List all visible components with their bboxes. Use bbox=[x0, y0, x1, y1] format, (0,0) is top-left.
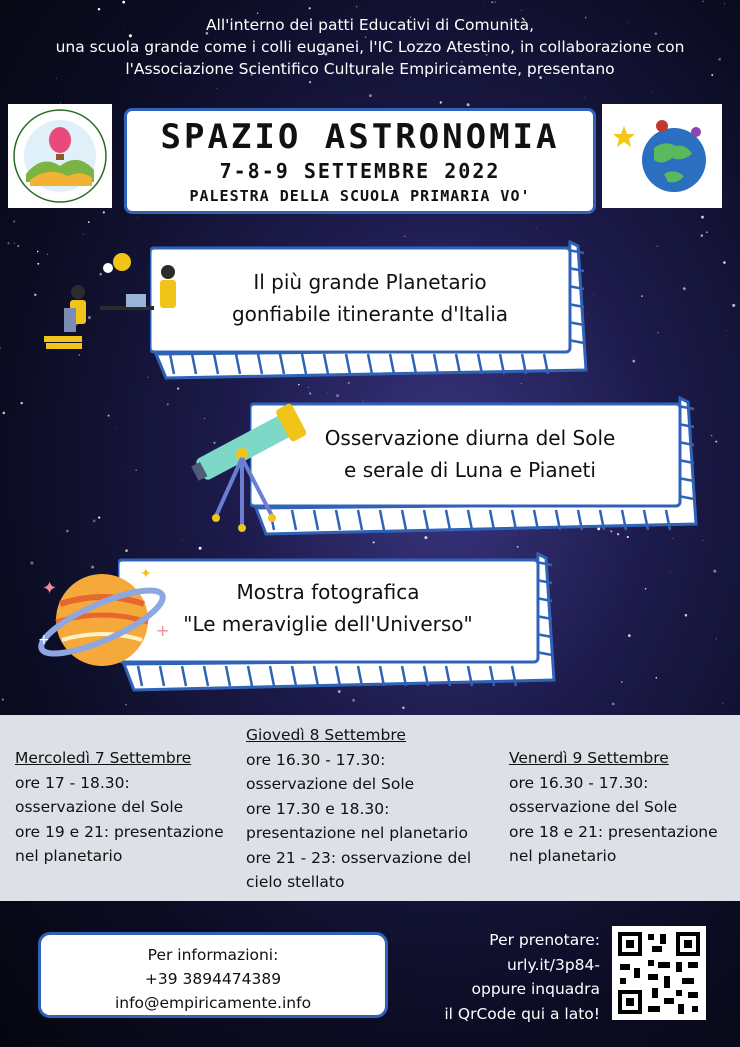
star bbox=[167, 403, 169, 405]
event-title-box bbox=[124, 108, 596, 214]
star bbox=[658, 332, 660, 334]
star bbox=[722, 703, 723, 704]
day-title: Venerdì 9 Settembre bbox=[509, 749, 669, 767]
intro-line: una scuola grande come i colli euganei, l'IC Lozzo Atestino, in collaborazione con bbox=[55, 38, 685, 56]
star bbox=[122, 1, 125, 4]
star bbox=[309, 81, 311, 83]
feature-banner-observation bbox=[250, 396, 700, 536]
star bbox=[621, 681, 623, 683]
star bbox=[627, 536, 629, 538]
feature-banner-exhibition bbox=[118, 552, 558, 692]
booking-line: il QrCode qui a lato! bbox=[444, 1004, 600, 1023]
star bbox=[651, 92, 652, 93]
schedule-day-fri bbox=[509, 746, 718, 869]
star bbox=[30, 561, 33, 564]
star bbox=[732, 304, 735, 307]
person-laptop-icon bbox=[40, 246, 190, 358]
star bbox=[182, 539, 183, 540]
star bbox=[369, 94, 372, 97]
star bbox=[495, 2, 496, 3]
schedule-line: osservazione del Sole bbox=[509, 798, 678, 816]
star bbox=[670, 572, 671, 573]
day-title: Mercoledì 7 Settembre bbox=[15, 749, 192, 767]
star bbox=[13, 220, 15, 222]
star bbox=[177, 387, 179, 389]
star bbox=[37, 251, 39, 253]
schedule-line: nel planetario bbox=[509, 847, 617, 865]
feature-line: Osservazione diurna del Sole bbox=[324, 426, 616, 450]
school-logo bbox=[8, 104, 112, 208]
star bbox=[308, 387, 309, 388]
star bbox=[458, 102, 459, 103]
star bbox=[328, 393, 329, 394]
booking-link[interactable]: urly.it/3p84- bbox=[506, 955, 600, 974]
day-title: Giovedì 8 Settembre bbox=[246, 726, 406, 744]
star bbox=[309, 7, 311, 9]
star bbox=[724, 3, 725, 4]
intro-line: All'interno dei patti Educativi di Comunità, bbox=[205, 16, 535, 34]
schedule-line: cielo stellato bbox=[246, 873, 345, 891]
star bbox=[138, 217, 139, 218]
star bbox=[467, 103, 470, 106]
star bbox=[115, 427, 116, 428]
star bbox=[491, 1, 493, 3]
star bbox=[484, 5, 485, 6]
svg-text:+: + bbox=[156, 621, 170, 640]
star bbox=[7, 242, 9, 244]
star bbox=[656, 677, 658, 679]
feature-line: Mostra fotografica bbox=[236, 580, 420, 604]
star bbox=[373, 541, 375, 543]
svg-text:+: + bbox=[38, 632, 50, 648]
booking-line: Per prenotare: bbox=[489, 931, 600, 949]
event-dates: 7-8-9 SETTEMBRE 2022 bbox=[219, 159, 501, 183]
star bbox=[641, 295, 643, 297]
contact-phone[interactable]: +39 3894474389 bbox=[144, 970, 282, 988]
qr-code[interactable] bbox=[612, 926, 706, 1020]
feature-line: e serale di Luna e Pianeti bbox=[344, 458, 596, 482]
star bbox=[683, 287, 686, 290]
schedule-line: ore 16.30 - 17.30: bbox=[509, 773, 649, 792]
star bbox=[612, 703, 615, 706]
schedule-line: ore 18 e 21: presentazione bbox=[509, 822, 718, 841]
schedule-line: ore 21 - 23: osservazione del bbox=[246, 848, 472, 867]
star bbox=[723, 261, 725, 263]
star bbox=[716, 638, 717, 639]
feature-line: Il più grande Planetario bbox=[253, 270, 487, 294]
globe-icon bbox=[602, 104, 722, 208]
star bbox=[404, 236, 405, 237]
star bbox=[352, 699, 355, 702]
schedule-panel bbox=[0, 715, 740, 901]
schedule-line: ore 17.30 e 18.30: bbox=[246, 799, 390, 818]
star bbox=[125, 704, 127, 706]
feature-line: "Le meraviglie dell'Universo" bbox=[183, 612, 473, 636]
star bbox=[14, 243, 15, 244]
event-venue: PALESTRA DELLA SCUOLA PRIMARIA VO' bbox=[189, 187, 531, 205]
star bbox=[348, 382, 350, 384]
svg-text:✦: ✦ bbox=[140, 566, 152, 582]
star bbox=[147, 377, 148, 378]
star bbox=[593, 294, 594, 295]
star bbox=[424, 536, 427, 539]
star bbox=[711, 435, 712, 436]
telescope-icon bbox=[186, 392, 316, 538]
star bbox=[710, 367, 711, 368]
star bbox=[701, 234, 703, 236]
star bbox=[657, 246, 658, 247]
star bbox=[66, 530, 69, 533]
feature-line: gonfiabile itinerante d'Italia bbox=[231, 302, 509, 326]
star bbox=[199, 547, 202, 550]
star bbox=[706, 231, 708, 233]
booking-line: oppure inquadra bbox=[471, 980, 600, 998]
schedule-line: ore 17 - 18.30: bbox=[15, 773, 130, 792]
schedule-day-wed bbox=[15, 746, 224, 869]
feature-text bbox=[128, 576, 528, 640]
star bbox=[702, 1, 703, 2]
star bbox=[20, 402, 22, 404]
star bbox=[136, 470, 137, 471]
star bbox=[701, 216, 704, 219]
feature-text bbox=[270, 422, 670, 486]
intro-line: l'Associazione Scientifico Culturale Empiricamente, presentano bbox=[125, 60, 615, 78]
star bbox=[517, 546, 519, 548]
contact-label: Per informazioni: bbox=[147, 946, 279, 964]
star bbox=[521, 383, 522, 384]
schedule-line: osservazione del Sole bbox=[15, 798, 184, 816]
star bbox=[3, 412, 6, 415]
star bbox=[103, 211, 105, 213]
contact-info-box bbox=[38, 932, 388, 1018]
svg-text:✦: ✦ bbox=[42, 578, 58, 599]
star bbox=[536, 228, 537, 229]
empiricamente-logo bbox=[602, 104, 722, 208]
star bbox=[645, 588, 647, 590]
star bbox=[628, 634, 631, 637]
schedule-line: ore 19 e 21: presentazione bbox=[15, 822, 224, 841]
schedule-line: osservazione del Sole bbox=[246, 775, 415, 793]
feature-banner-planetarium bbox=[150, 238, 590, 380]
contact-email[interactable]: info@empiricamente.info bbox=[114, 994, 312, 1012]
star bbox=[93, 519, 96, 522]
star bbox=[672, 538, 673, 539]
schedule-day-thu bbox=[246, 723, 471, 895]
schedule-line: ore 16.30 - 17.30: bbox=[246, 750, 386, 769]
star bbox=[0, 347, 1, 349]
star bbox=[98, 517, 100, 519]
qr-code-icon bbox=[612, 926, 706, 1020]
school-logo-emblem bbox=[8, 104, 112, 208]
star bbox=[216, 88, 217, 89]
feature-text bbox=[180, 266, 560, 330]
star bbox=[715, 441, 717, 443]
schedule-line: presentazione nel planetario bbox=[246, 824, 468, 842]
star bbox=[402, 707, 404, 709]
star bbox=[17, 245, 19, 247]
star bbox=[34, 294, 36, 296]
intro-text bbox=[0, 14, 740, 80]
star bbox=[2, 698, 4, 700]
star bbox=[88, 221, 90, 223]
star bbox=[83, 234, 84, 235]
star bbox=[298, 384, 300, 386]
star bbox=[108, 415, 110, 417]
star bbox=[440, 101, 442, 103]
star bbox=[726, 330, 727, 331]
star bbox=[356, 6, 357, 7]
star bbox=[632, 360, 635, 363]
star bbox=[584, 97, 585, 98]
star bbox=[521, 10, 522, 11]
event-title: SPAZIO ASTRONOMIA bbox=[160, 117, 560, 157]
planet-icon bbox=[36, 560, 176, 680]
star bbox=[713, 570, 716, 573]
schedule-line: nel planetario bbox=[15, 847, 123, 865]
star bbox=[98, 8, 101, 11]
booking-info bbox=[420, 928, 600, 1026]
star bbox=[37, 263, 39, 265]
star bbox=[685, 614, 688, 617]
star bbox=[703, 540, 704, 541]
